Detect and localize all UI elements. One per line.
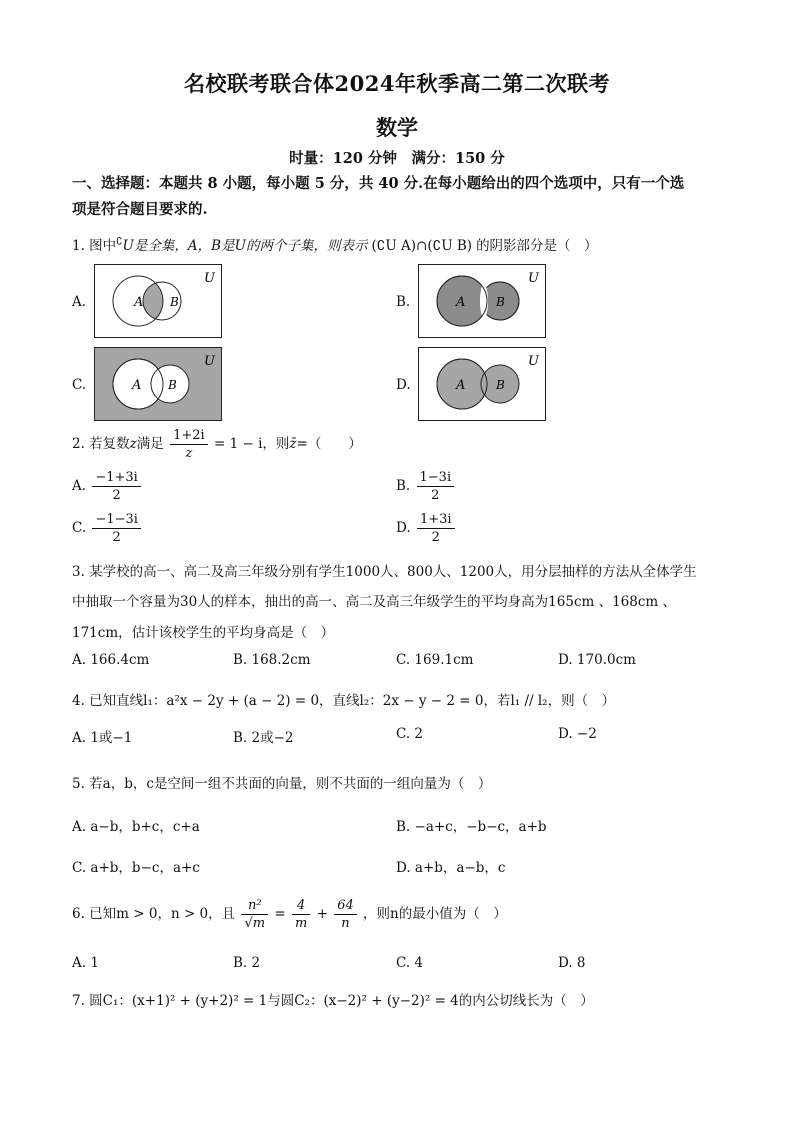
svg-text:B: B <box>496 295 505 309</box>
q6-stem: 6. 已知m > 0，n > 0，且 $\frac{\text{n²}}{√m}$ = $\frac{4}{m}$ + $\frac{64}{n}$ ，则n的最小值为（ ） <box>72 898 507 931</box>
q6-option-a: A. 1 <box>72 955 99 971</box>
q3-line3: 171cm，估计该校学生的平均身高是（ ） <box>72 625 335 641</box>
svg-text:A: A <box>456 295 466 310</box>
q2-option-d: D. $\frac{1+3i}{2}$ <box>396 512 457 545</box>
q4-option-d: D. −2 <box>558 726 597 742</box>
svg-text:B: B <box>496 378 505 392</box>
svg-text:U: U <box>528 271 539 286</box>
q5-stem: 5. 若a，b，c是空间一组不共面的向量，则不共面的一组向量为（ ） <box>72 776 492 792</box>
q1-option-d-label: D. <box>396 377 411 393</box>
q1-stem: 1. 图中∁U是全集，A，B是U的两个子集，则表示 (∁U A)∩(∁U B) 的阴影部分是（ ） <box>72 236 598 254</box>
q5-option-a: A. a−b，b+c，c+a <box>72 819 200 835</box>
q7-stem: 7. 圆C₁：(x+1)² + (y+2)² = 1与圆C₂：(x−2)² + (y−2)² = 4的内公切线长为（ ） <box>72 993 594 1009</box>
q1-option-c-label: C. <box>72 377 87 393</box>
q4-option-b: B. 2或−2 <box>233 730 294 746</box>
q4-option-c: C. 2 <box>396 726 424 742</box>
q4-option-a: A. 1或−1 <box>72 730 133 746</box>
q3-option-c: C. 169.1cm <box>396 652 474 668</box>
q1-venn-c <box>94 347 222 421</box>
q3-line1: 3. 某学校的高一、高二及高三年级分别有学生1000人、800人、1200人，用分层抽样的方法从全体学生 <box>72 564 697 580</box>
q3-line2: 中抽取一个容量为30人的样本，抽出的高一、高二及高三年级学生的平均身高为165cm 、168cm 、 <box>72 594 677 610</box>
q3-option-d: D. 170.0cm <box>558 652 636 668</box>
q1-option-b-label: B. <box>396 294 411 310</box>
q6-option-d: D. 8 <box>558 955 586 971</box>
q4-stem: 4. 已知直线l₁：a²x − 2y + (a − 2) = 0，直线l₂：2x − y − 2 = 0，若l₁ // l₂，则（ ） <box>72 693 616 709</box>
exam-title: 名校联考联合体2024年秋季高二第二次联考 <box>184 71 610 96</box>
section-heading-line2: 项是符合题目要求的. <box>72 201 208 218</box>
q6-option-c: C. 4 <box>396 955 424 971</box>
q2-option-a: A. $\frac{-1+3i}{2}$ <box>72 470 143 503</box>
q1-venn-b <box>418 264 546 338</box>
q1-option-a-label: A. <box>72 294 87 310</box>
q5-option-b: B. −a+c，−b−c，a+b <box>396 819 547 835</box>
q3-option-b: B. 168.2cm <box>233 652 311 668</box>
time-info: 时量：120 分钟 满分：150 分 <box>289 150 505 167</box>
q2-option-c: C. $\frac{-1-3i}{2}$ <box>72 512 143 545</box>
q3-option-a: A. 166.4cm <box>72 652 150 668</box>
venn-a-label-a: A <box>134 295 144 310</box>
section-heading-line1: 一、选择题：本题共 8 小题，每小题 5 分，共 40 分.在每小题给出的四个选项中，只有一个选 <box>72 175 685 192</box>
subject-title: 数学 <box>376 115 418 140</box>
q2-stem: 2. 若复数z满足 $\frac{1+2i}{z}$ = 1 − i，则z̄=（ ） <box>72 428 362 461</box>
svg-text:A: A <box>132 378 142 393</box>
svg-text:B: B <box>170 295 179 309</box>
q1-venn-d <box>418 347 546 421</box>
svg-text:B: B <box>168 378 177 392</box>
q2-option-b: B. $\frac{1-3i}{2}$ <box>396 470 456 503</box>
q5-option-d: D. a+b，a−b，c <box>396 860 506 876</box>
svg-text:U: U <box>204 271 215 286</box>
q6-option-b: B. 2 <box>233 955 261 971</box>
svg-text:U: U <box>528 354 539 369</box>
svg-text:A: A <box>456 378 466 393</box>
q1-venn-a <box>94 264 222 338</box>
q5-option-c: C. a+b，b−c，a+c <box>72 860 200 876</box>
svg-text:U: U <box>204 354 215 369</box>
